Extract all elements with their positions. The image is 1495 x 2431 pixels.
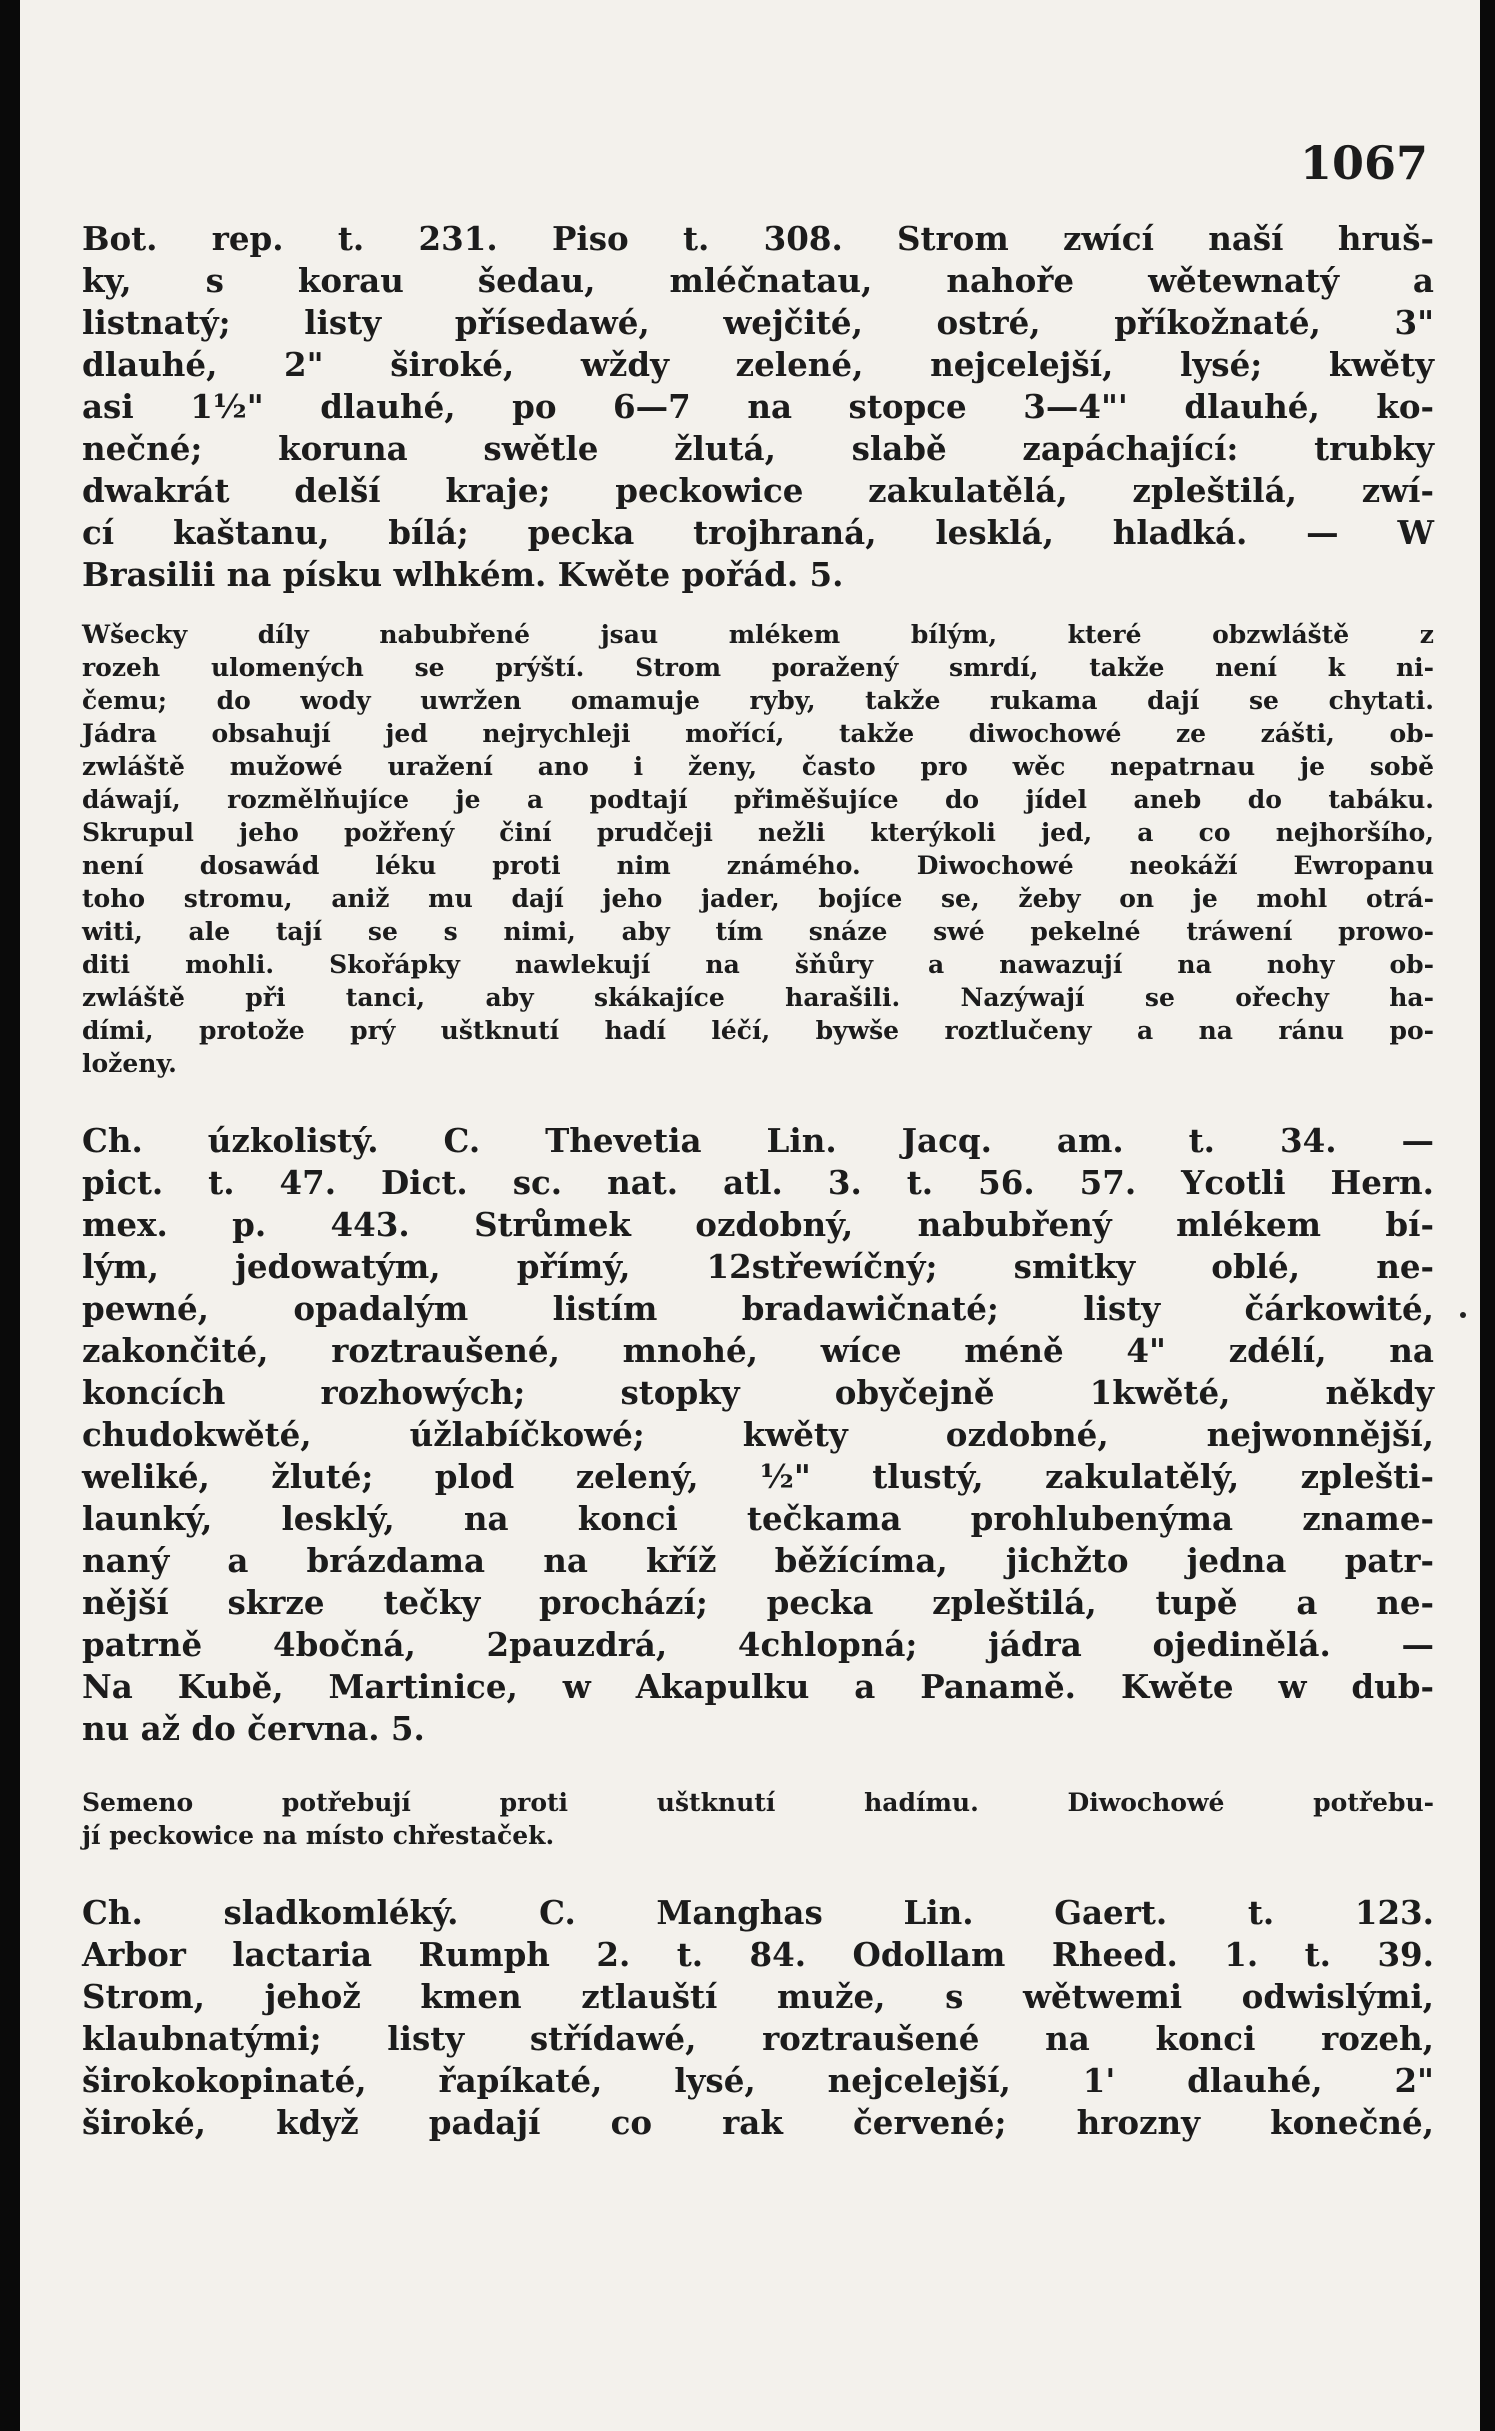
text-line: launký, lesklý, na konci tečkama prohlubenýma zname- <box>82 1499 1434 1538</box>
paragraph-main-1 <box>82 218 1434 596</box>
text-line: diti mohli. Skořápky nawlekují na šňůry a nawazují na nohy ob- <box>82 950 1434 979</box>
page-number: 1067 <box>1299 136 1428 190</box>
text-line: Ch. úzkolistý. C. Thevetia Lin. Jacq. am. t. 34. — <box>82 1121 1434 1160</box>
text-line: dwakrát delší kraje; peckowice zakulatělá, zpleštilá, zwí- <box>82 471 1434 510</box>
text-line: toho stromu, aniž mu dají jeho jader, bojíce se, žeby on je mohl otrá- <box>82 884 1434 913</box>
text-line: dáwají, rozmělňujíce je a podtají přiměšujíce do jídel aneb do tabáku. <box>82 785 1434 814</box>
text-line: Brasilii na písku wlhkém. Kwěte pořád. 5. <box>82 555 844 594</box>
text-line: nečné; koruna swětle žlutá, slabě zapáchající: trubky <box>82 429 1434 468</box>
text-line: naný a brázdama na kříž běžícíma, jichžto jedna patr- <box>82 1541 1434 1580</box>
text-line: zwláště při tanci, aby skákajíce harašili. Nazýwají se ořechy ha- <box>82 983 1434 1012</box>
text-line: witi, ale tají se s nimi, aby tím snáze swé pekelné tráwení prowo- <box>82 917 1434 946</box>
text-line: nu až do června. 5. <box>82 1709 425 1748</box>
text-line: dími, protože prý uštknutí hadí léčí, bywše roztlučeny a na ránu po- <box>82 1016 1434 1045</box>
text-line: listnatý; listy přísedawé, wejčité, ostré, příkožnaté, 3" <box>82 303 1434 342</box>
text-line: weliké, žluté; plod zelený, ½" tlustý, zakulatělý, zplešti- <box>82 1457 1434 1496</box>
margin-dot <box>1460 1312 1466 1318</box>
text-line: Skrupul jeho požřený činí prudčeji nežli kterýkoli jed, a co nejhoršího, <box>82 818 1434 847</box>
text-line: patrně 4bočná, 2pauzdrá, 4chlopná; jádra ojedinělá. — <box>82 1625 1434 1664</box>
page-text <box>82 218 1434 2144</box>
text-line: Arbor lactaria Rumph 2. t. 84. Odollam Rheed. 1. t. 39. <box>82 1935 1434 1974</box>
text-line: zakončité, roztraušené, mnohé, wíce méně 4" zdélí, na <box>82 1331 1434 1370</box>
text-line: není dosawád léku proti nim známého. Diwochowé neokáží Ewropanu <box>82 851 1434 880</box>
text-line: loženy. <box>82 1049 177 1078</box>
text-line: Jádra obsahují jed nejrychleji mořící, takže diwochowé ze zášti, ob- <box>82 719 1434 748</box>
paragraph-note-1 <box>82 618 1434 1080</box>
text-line: rozeh ulomených se prýští. Strom poražený smrdí, takže není k ni- <box>82 653 1434 682</box>
text-line: jí peckowice na místo chřestaček. <box>82 1821 555 1850</box>
text-line: čemu; do wody uwržen omamuje ryby, takže rukama dají se chytati. <box>82 686 1434 715</box>
text-line: široké, když padají co rak červené; hrozny konečné, <box>82 2103 1434 2142</box>
text-line: zwláště mužowé uražení ano i ženy, často pro wěc nepatrnau je sobě <box>82 752 1434 781</box>
text-line: cí kaštanu, bílá; pecka trojhraná, lesklá, hladká. — W <box>82 513 1434 552</box>
text-line: ky, s korau šedau, mléčnatau, nahoře wětewnatý a <box>82 261 1434 300</box>
book-page <box>20 0 1480 2431</box>
text-line: Wšecky díly nabubřené jsau mlékem bílým, které obzwláště z <box>82 620 1434 649</box>
text-line: Bot. rep. t. 231. Piso t. 308. Strom zwící naší hruš- <box>82 219 1434 258</box>
text-line: pict. t. 47. Dict. sc. nat. atl. 3. t. 56. 57. Ycotli Hern. <box>82 1163 1434 1202</box>
text-line: dlauhé, 2" široké, wždy zelené, nejcelejší, lysé; kwěty <box>82 345 1434 384</box>
text-line: nější skrze tečky prochází; pecka zpleštilá, tupě a ne- <box>82 1583 1434 1622</box>
text-line: mex. p. 443. Strůmek ozdobný, nabubřený mlékem bí- <box>82 1205 1434 1244</box>
text-line: koncích rozhowých; stopky obyčejně 1kwěté, někdy <box>82 1373 1434 1412</box>
paragraph-main-2 <box>82 1120 1434 1750</box>
text-line: Strom, jehož kmen ztlauští muže, s wětwemi odwislými, <box>82 1977 1434 2016</box>
text-line: Na Kubě, Martinice, w Akapulku a Panamě. Kwěte w dub- <box>82 1667 1434 1706</box>
text-line: asi 1½" dlauhé, po 6—7 na stopce 3—4"' dlauhé, ko- <box>82 387 1434 426</box>
text-line: Ch. sladkomléký. C. Manghas Lin. Gaert. t. 123. <box>82 1893 1434 1932</box>
paragraph-note-2 <box>82 1786 1434 1852</box>
paragraph-main-3 <box>82 1892 1434 2144</box>
text-line: Semeno potřebují proti uštknutí hadímu. Diwochowé potřebu- <box>82 1788 1434 1817</box>
text-line: chudokwěté, úžlabíčkowé; kwěty ozdobné, nejwonnější, <box>82 1415 1434 1454</box>
text-line: lým, jedowatým, přímý, 12střewíčný; smitky oblé, ne- <box>82 1247 1434 1286</box>
text-line: širokokopinaté, řapíkaté, lysé, nejcelejší, 1' dlauhé, 2" <box>82 2061 1434 2100</box>
text-line: pewné, opadalým listím bradawičnaté; listy čárkowité, <box>82 1289 1434 1328</box>
text-line: klaubnatými; listy střídawé, roztraušené na konci rozeh, <box>82 2019 1434 2058</box>
